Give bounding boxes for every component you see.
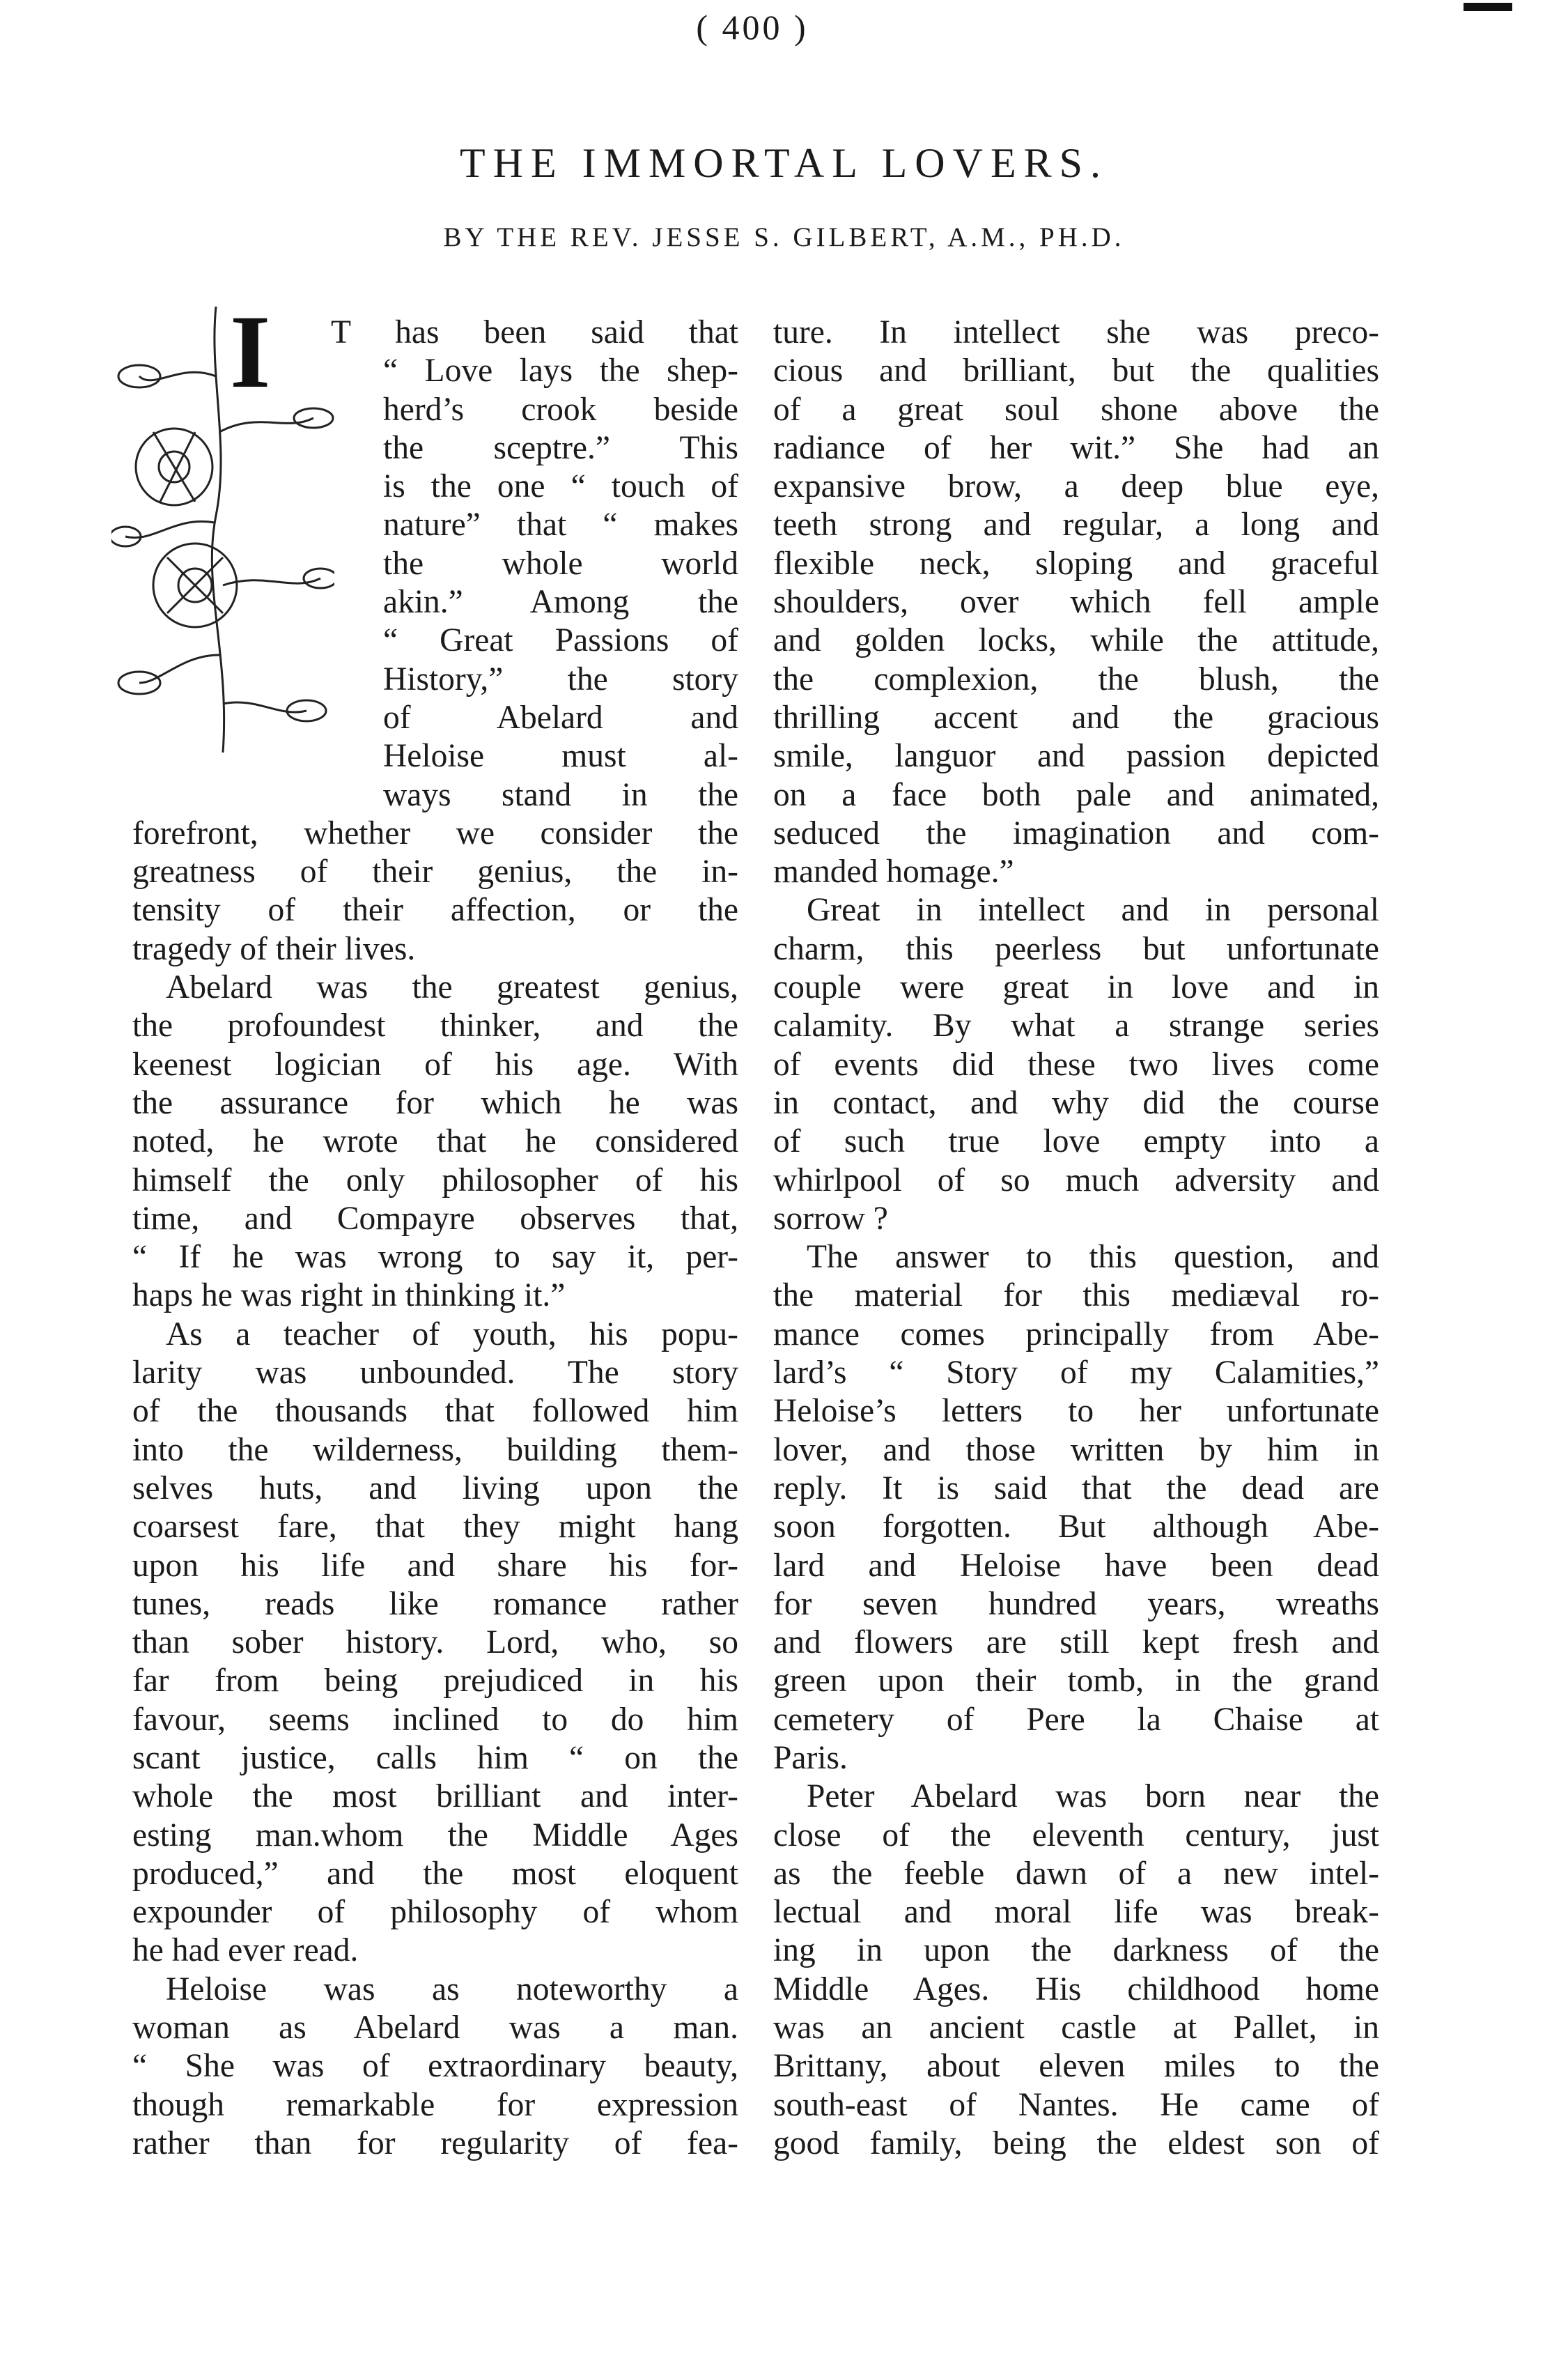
text-line: Brittany, about eleven miles to the [773,2048,1379,2085]
text-line: ing in upon the darkness of the [773,1932,1379,1969]
text-line: radiance of her wit.” She had an [773,429,1379,466]
text-line: teeth strong and regular, a long and [773,507,1379,543]
text-line: far from being prejudiced in his [132,1663,738,1699]
text-line: selves huts, and living upon the [132,1470,738,1506]
corner-ink-mark [1464,3,1512,11]
text-line: good family, being the eldest son of [773,2125,1379,2161]
text-line: cious and brilliant, but the qualities [773,353,1379,390]
text-line: lectual and moral life was break- [773,1894,1379,1931]
text-line: ways stand in the [383,776,738,813]
text-line: mance comes principally from Abe- [773,1316,1379,1352]
page-number: ( 400 ) [696,8,809,47]
text-line: herd’s crook beside [383,391,738,428]
text-line: is the one “ touch of [383,468,738,505]
text-line: flexible neck, sloping and graceful [773,545,1379,582]
text-line: akin.” Among the [383,584,738,621]
text-line: of the thousands that followed him [132,1393,738,1430]
text-line: the complexion, the blush, the [773,661,1379,697]
text-line: Peter Abelard was born near the [807,1778,1379,1815]
text-line: ture. In intellect she was preco- [773,314,1379,350]
text-line: couple were great in love and in [773,969,1379,1006]
text-line: haps he was right in thinking it.” [132,1277,566,1314]
text-line: The answer to this question, and [807,1239,1379,1276]
text-line: expounder of philosophy of whom [132,1894,738,1931]
text-line: and flowers are still kept fresh and [773,1624,1379,1661]
text-line: expansive brow, a deep blue eye, [773,468,1379,505]
text-line: and golden locks, while the attitude, [773,622,1379,659]
text-line: tragedy of their lives. [132,930,416,967]
text-line: whole the most brilliant and inter- [132,1778,738,1815]
text-line: scant justice, calls him “ on the [132,1739,738,1776]
text-line: “ Love lays the shep- [383,353,738,390]
text-line: for seven hundred years, wreaths [773,1585,1379,1622]
text-line: Heloise must al- [383,738,738,775]
text-line: Great in intellect and in personal [807,892,1379,929]
text-line: charm, this peerless but unfortunate [773,930,1379,967]
text-line: the material for this mediæval ro- [773,1277,1379,1314]
text-line: he had ever read. [132,1932,359,1969]
text-line: tensity of their affection, or the [132,892,738,929]
text-line: thrilling accent and the gracious [773,699,1379,736]
text-line: forefront, whether we consider the [132,815,738,851]
text-line: Heloise was as noteworthy a [166,1971,738,2007]
text-line: the assurance for which he was [132,1084,738,1121]
text-line: the whole world [383,545,738,582]
text-line: the sceptre.” This [383,429,738,466]
text-line: Abelard was the greatest genius, [166,969,738,1006]
text-line: tunes, reads like romance rather [132,1585,738,1622]
text-line: favour, seems inclined to do him [132,1701,738,1738]
text-line: rather than for regularity of fea- [132,2125,738,2161]
right-text-column [773,314,1379,2163]
text-line: into the wilderness, building them- [132,1431,738,1468]
text-line: woman as Abelard was a man. [132,2010,738,2046]
text-line: soon forgotten. But although Abe- [773,1509,1379,1545]
text-line: lard and Heloise have been dead [773,1547,1379,1584]
text-line: on a face both pale and animated, [773,776,1379,813]
text-line: upon his life and share his for- [132,1547,738,1584]
text-line: cemetery of Pere la Chaise at [773,1701,1379,1738]
text-line: south-east of Nantes. He came of [773,2086,1379,2123]
text-line: coarsest fare, that they might hang [132,1509,738,1545]
text-line: was an ancient castle at Pallet, in [773,2010,1379,2046]
text-line: of such true love empty into a [773,1123,1379,1160]
text-line: “ If he was wrong to say it, per- [132,1239,738,1276]
text-line: “ Great Passions of [383,622,738,659]
text-line: keenest logician of his age. With [132,1046,738,1083]
text-line: sorrow ? [773,1200,888,1237]
text-line: calamity. By what a strange series [773,1008,1379,1044]
text-line: whirlpool of so much adversity and [773,1162,1379,1198]
text-line: nature” that “ makes [383,507,738,543]
text-line: larity was unbounded. The story [132,1355,738,1391]
text-line: reply. It is said that the dead are [773,1470,1379,1506]
article-byline: BY THE REV. JESSE S. GILBERT, A.M., PH.D. [443,222,1125,252]
text-line: lard’s “ Story of my Calamities,” [773,1355,1379,1391]
text-line: Heloise’s letters to her unfortunate [773,1393,1379,1430]
text-line: of a great soul shone above the [773,391,1379,428]
text-line: lover, and those written by him in [773,1431,1379,1468]
text-line: time, and Compayre observes that, [132,1200,738,1237]
text-line: Middle Ages. His childhood home [773,1971,1379,2007]
text-line: Paris. [773,1739,848,1776]
article-title: THE IMMORTAL LOVERS. [459,140,1108,186]
text-line: the profoundest thinker, and the [132,1008,738,1044]
text-line: seduced the imagination and com- [773,815,1379,851]
text-line: noted, he wrote that he considered [132,1123,738,1160]
text-line: greatness of their genius, the in- [132,854,738,890]
text-line: of events did these two lives come [773,1046,1379,1083]
text-line: esting man.whom the Middle Ages [132,1817,738,1853]
drop-cap-letter: I [230,294,271,410]
text-line: manded homage.” [773,854,1014,890]
text-line: shoulders, over which fell ample [773,584,1379,621]
text-line: than sober history. Lord, who, so [132,1624,738,1661]
text-line: “ She was of extraordinary beauty, [132,2048,738,2085]
text-line: smile, languor and passion depicted [773,738,1379,775]
text-line: History,” the story [383,661,738,697]
text-line: green upon their tomb, in the grand [773,1663,1379,1699]
left-text-column [132,314,738,2163]
text-line: in contact, and why did the course [773,1084,1379,1121]
text-line: T has been said that [331,314,738,350]
text-line: though remarkable for expression [132,2086,738,2123]
text-line: himself the only philosopher of his [132,1162,738,1198]
text-line: as the feeble dawn of a new intel- [773,1855,1379,1892]
text-line: produced,” and the most eloquent [132,1855,738,1892]
text-line: close of the eleventh century, just [773,1817,1379,1853]
text-line: As a teacher of youth, his popu- [166,1316,738,1352]
text-line: of Abelard and [383,699,738,736]
